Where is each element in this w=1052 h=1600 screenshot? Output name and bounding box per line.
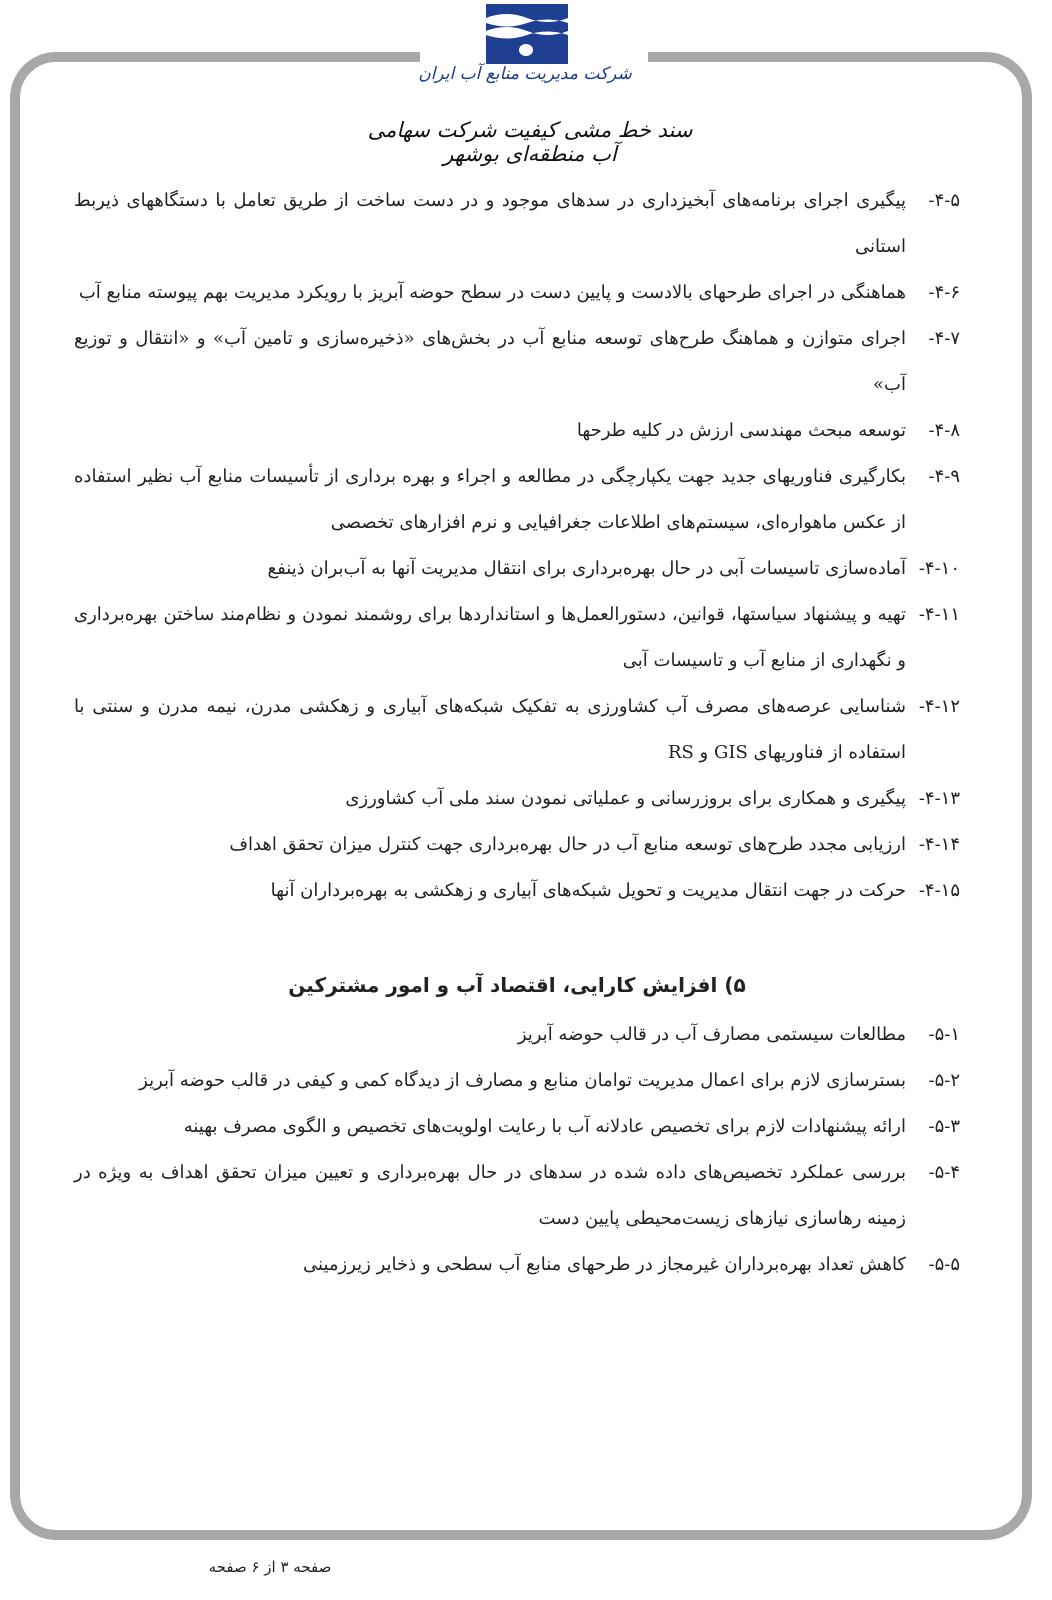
- item-text: بررسی عملکرد تخصیص‌های داده شده در سدهای در حال بهره‌برداری و تعیین میزان تحقق اهداف به ویژه در زمینه رهاسازی نیازهای زیست‌محیطی پایین دست: [74, 1162, 906, 1229]
- list-item-4-5: [74, 178, 960, 270]
- item-text: تهیه و پیشنهاد سیاستها، قوانین، دستورالعمل‌ها و استانداردها برای روشمند نمودن و نظام‌مند ساختن بهره‌برداری و نگهداری از منابع آب و تاسیسات آبی: [74, 604, 906, 671]
- item-number: ۵-۴-: [928, 1162, 960, 1183]
- page-number: صفحه ۳ از ۶ صفحه: [208, 1558, 332, 1576]
- item-text: حرکت در جهت انتقال مدیریت و تحویل شبکه‌های آبیاری و زهکشی به بهره‌برداران آنها: [270, 880, 906, 901]
- list-item-4-12: [74, 684, 960, 776]
- item-number: ۵-۱-: [928, 1024, 960, 1045]
- item-text: توسعه مبحث مهندسی ارزش در کلیه طرحها: [576, 420, 906, 441]
- item-number: ۵-۵-: [928, 1254, 960, 1275]
- list-item-5-3: [74, 1104, 960, 1150]
- list-item-4-11: [74, 592, 960, 684]
- list-item-4-9: [74, 454, 960, 546]
- item-number: ۴-۱۵-: [918, 880, 960, 901]
- item-number: ۴-۱۱-: [918, 604, 960, 625]
- company-name: شرکت مدیریت منابع آب ایران: [418, 64, 632, 84]
- list-item-4-15: [74, 868, 960, 914]
- document-body: [74, 178, 960, 1288]
- item-number: ۴-۱۴-: [918, 834, 960, 855]
- company-logo-icon: [486, 4, 568, 64]
- list-item-5-5: [74, 1242, 960, 1288]
- list-item-4-8: [74, 408, 960, 454]
- section-5-heading: ۵) افزایش کارایی، اقتصاد آب و امور مشترکین: [288, 973, 746, 997]
- item-text: ارزیابی مجدد طرح‌های توسعه منابع آب در حال بهره‌برداری جهت کنترل میزان تحقق اهداف: [229, 834, 906, 855]
- list-item-5-2: [74, 1058, 960, 1104]
- list-item-5-1: [74, 1012, 960, 1058]
- list-item-4-14: [74, 822, 960, 868]
- item-text: کاهش تعداد بهره‌برداران غیرمجاز در طرحهای منابع آب سطحی و ذخایر زیرزمینی: [303, 1254, 906, 1275]
- item-number: ۴-۱۲-: [918, 696, 960, 717]
- item-text: پیگیری و همکاری برای بروزرسانی و عملیاتی نمودن سند ملی آب کشاورزی: [345, 788, 906, 809]
- list-item-4-10: [74, 546, 960, 592]
- item-text: هماهنگی در اجرای طرحهای بالادست و پایین دست در سطح حوضه آبریز با رویکرد مدیریت بهم پیوسته منابع آب: [78, 282, 906, 303]
- item-number: ۴-۷-: [928, 328, 960, 349]
- item-number: ۴-۱۳-: [918, 788, 960, 809]
- item-text: آماده‌سازی تاسیسات آبی در حال بهره‌برداری برای انتقال مدیریت آنها به آب‌بران ذینفع: [267, 558, 906, 579]
- item-text: شناسایی عرصه‌های مصرف آب کشاورزی به تفکیک شبکه‌های آبیاری و زهکشی مدرن، نیمه مدرن و سنتی با استفاده از فناوریهای GIS و RS: [74, 696, 906, 763]
- item-text: بسترسازی لازم برای اعمال مدیریت توامان منابع و مصارف از دیدگاه کمی و کیفی در قالب حوضه آبریز: [139, 1070, 906, 1091]
- item-number: ۴-۵-: [928, 190, 960, 211]
- item-text: پیگیری اجرای برنامه‌های آبخیزداری در سدهای موجود و در دست ساخت از طریق تعامل با دستگاههای ذیربط استانی: [74, 190, 906, 257]
- item-number: ۴-۹-: [928, 466, 960, 487]
- item-number: ۵-۳-: [928, 1116, 960, 1137]
- item-text: مطالعات سیستمی مصارف آب در قالب حوضه آبریز: [517, 1024, 906, 1045]
- item-text: اجرای متوازن و هماهنگ طرح‌های توسعه منابع آب در بخش‌های «ذخیره‌سازی و تامین آب» و «انتقال و توزیع آب»: [74, 328, 906, 395]
- item-number: ۵-۲-: [928, 1070, 960, 1091]
- item-text: ارائه پیشنهادات لازم برای تخصیص عادلانه آب با رعایت اولویت‌های تخصیص و الگوی مصرف بهینه: [183, 1116, 906, 1137]
- item-number: ۴-۸-: [928, 420, 960, 441]
- item-number: ۴-۶-: [928, 282, 960, 303]
- document-title: سند خط مشی کیفیت شرکت سهامی آب منطقه‌ای بوشهر: [367, 118, 693, 166]
- item-text: بکارگیری فناوریهای جدید جهت یکپارچگی در مطالعه و اجراء و بهره برداری از تأسیسات منابع آب نظیر استفاده از عکس ماهواره‌ای، سیستم‌های اطلاعات جغرافیایی و نرم افزارهای تخصصی: [74, 466, 906, 533]
- list-item-4-13: [74, 776, 960, 822]
- list-item-5-4: [74, 1150, 960, 1242]
- list-item-4-6: [74, 270, 960, 316]
- item-number: ۴-۱۰-: [918, 558, 960, 579]
- list-item-4-7: [74, 316, 960, 408]
